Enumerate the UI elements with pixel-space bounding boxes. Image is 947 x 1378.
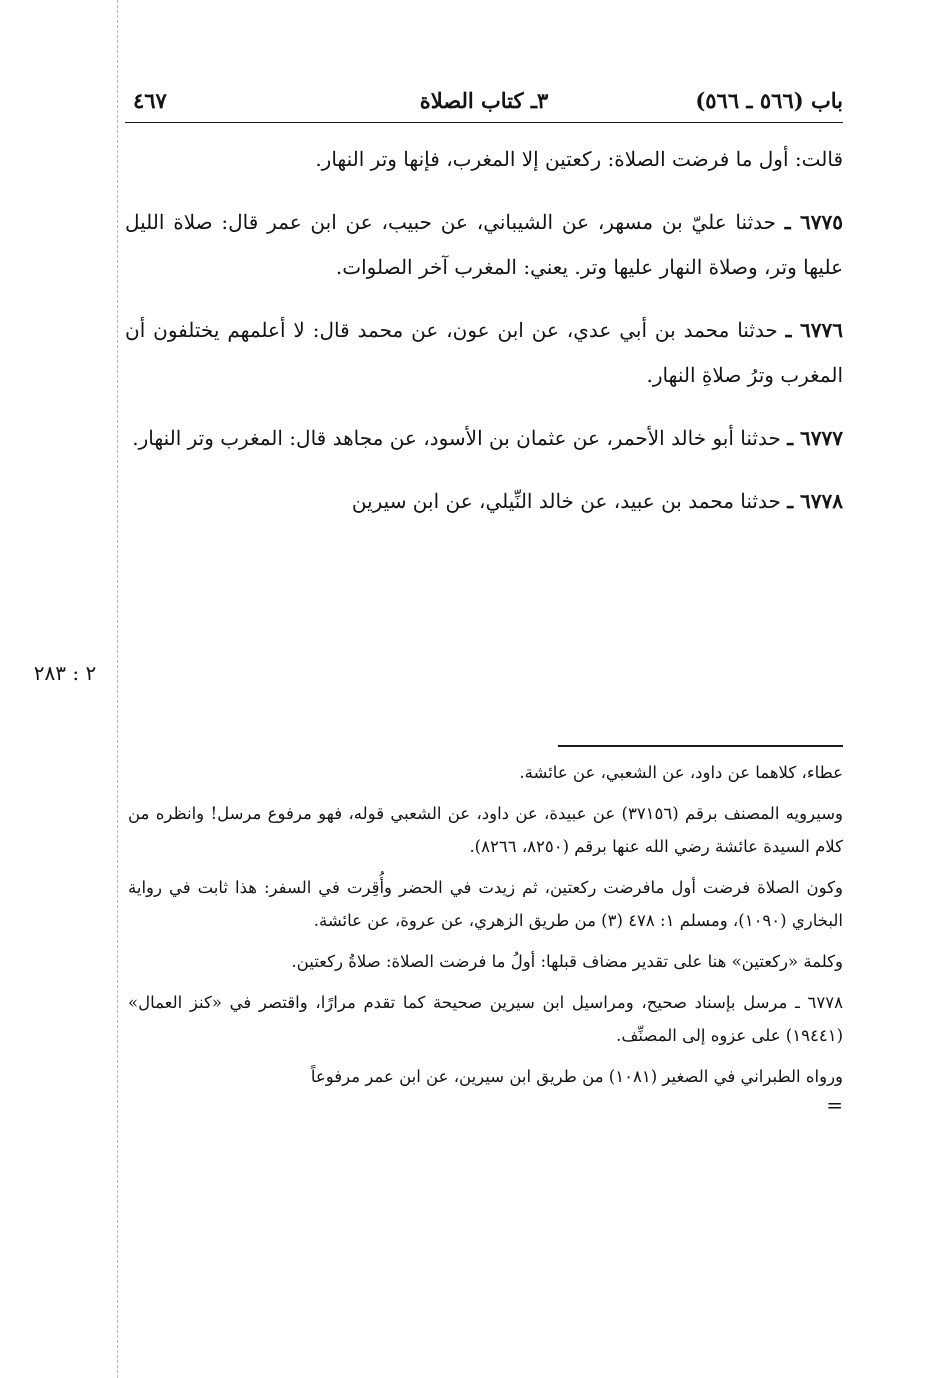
continuation-mark: = xyxy=(826,1093,843,1117)
main-text xyxy=(125,137,843,524)
hadith-text: حدثنا محمد بن عبيد، عن خالد النِّيلي، عن ابن سيرين xyxy=(351,489,781,513)
margin-reference: ٢ : ٢٨٣ xyxy=(33,661,97,685)
footnote-paragraph: وكلمة «ركعتين» هنا على تقدير مضاف قبلها: أولُ ما فرضت الصلاة: صلاةُ ركعتين. xyxy=(291,952,843,971)
running-header xyxy=(125,78,843,123)
opening-paragraph: قالت: أول ما فرضت الصلاة: ركعتين إلا المغرب، فإنها وتر النهار. xyxy=(315,147,843,171)
chapter-title: باب (٥٦٦ ـ ٥٦٦) xyxy=(695,88,843,113)
hadith-6778 xyxy=(125,479,843,524)
footnote-paragraph: عطاء، كلاهما عن داود، عن الشعبي، عن عائشة. xyxy=(519,763,843,782)
page xyxy=(33,78,844,685)
footnote-paragraph: وكون الصلاة فرضت أول مافرضت ركعتين، ثم زيدت في الحضر وأُقِرت في السفر: هذا ثابت في رواية البخاري (١٠٩٠)، ومسلم ١: ٤٧٨ (٣) من طريق الزهري، عن عروة، عن عائشة. xyxy=(128,878,843,930)
hadith-number: ٦٧٧٧ ـ xyxy=(787,426,843,450)
scan-edge-line xyxy=(117,0,119,1378)
hadith-6777 xyxy=(125,416,843,461)
hadith-number: ٦٧٧٦ ـ xyxy=(785,318,844,342)
page-number: ٤٦٧ xyxy=(133,88,167,113)
hadith-6775 xyxy=(125,200,843,290)
footnote-paragraph: ٦٧٧٨ ـ مرسل بإسناد صحيح، ومراسيل ابن سيرين صحيحة كما تقدم مرارًا، واقتصر في «كنز العمال» (١٩٤٤١) على عزوه إلى المصنِّف. xyxy=(128,993,843,1045)
hadith-number: ٦٧٧٨ ـ xyxy=(787,489,843,513)
book-title: ٣ـ كتاب الصلاة xyxy=(419,88,549,113)
hadith-text: حدثنا أبو خالد الأحمر، عن عثمان بن الأسود، عن مجاهد قال: المغرب وتر النهار. xyxy=(132,426,781,450)
hadith-text: حدثنا محمد بن أبي عدي، عن ابن عون، عن محمد قال: لا أعلمهم يختلفون أن المغرب وترُ صلاةِ النهار. xyxy=(125,318,843,387)
hadith-number: ٦٧٧٥ ـ xyxy=(784,210,844,234)
footnote-separator xyxy=(558,745,843,747)
footnote-paragraph: ورواه الطبراني في الصغير (١٠٨١) من طريق ابن سيرين، عن ابن عمر مرفوعاً xyxy=(310,1067,843,1086)
hadith-6776 xyxy=(125,308,843,398)
hadith-text: حدثنا عليّ بن مسهر، عن الشيباني، عن حبيب، عن ابن عمر قال: صلاة الليل عليها وتر، وصلاة النهار عليها وتر. يعني: المغرب آخر الصلوات. xyxy=(125,210,843,279)
footnote-paragraph: وسيرويه المصنف برقم (٣٧١٥٦) عن عبيدة، عن داود، عن الشعبي قوله، فهو مرفوع مرسل! وانظره من كلام السيدة عائشة رضي الله عنها برقم (٨٢٥٠، ٨٢٦٦). xyxy=(128,804,843,856)
footnotes xyxy=(128,756,843,1115)
